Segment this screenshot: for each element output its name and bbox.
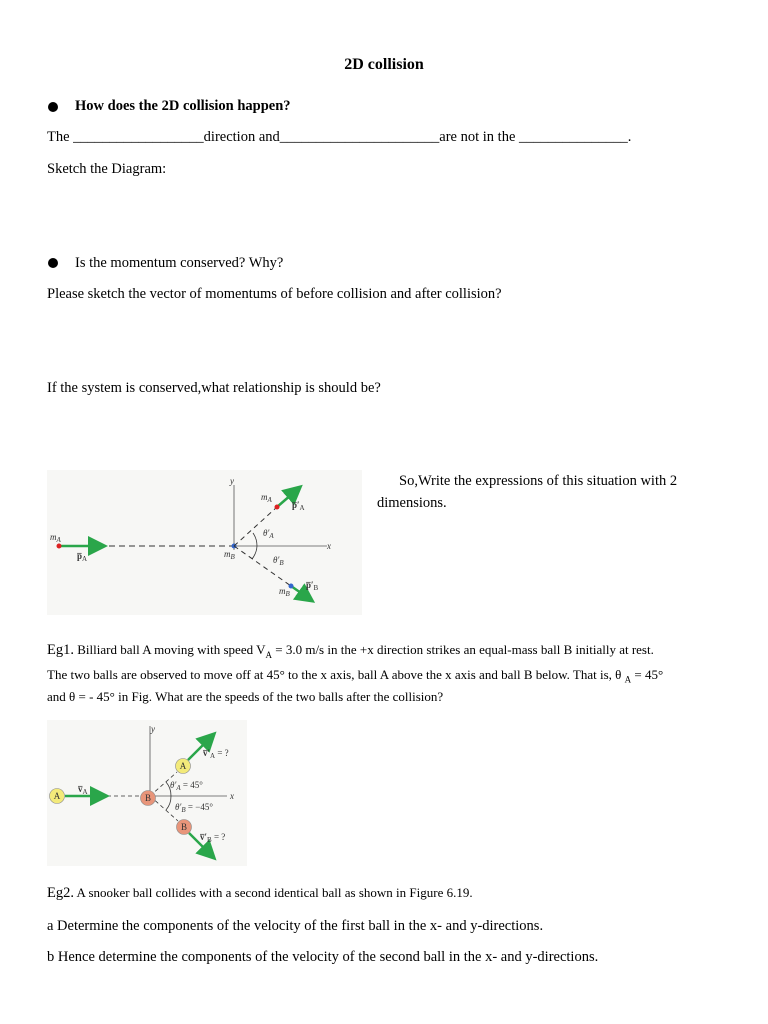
eg1-line-1 (47, 642, 654, 660)
ball-b-after-label: B (180, 822, 188, 832)
m-b-label: $m_B$ (224, 549, 235, 561)
fill-text-1: The (47, 129, 74, 145)
y-label: y (230, 476, 234, 486)
eg1-label: Eg1. (47, 642, 74, 658)
bullet-2 (48, 258, 58, 268)
sketch-prompt: Sketch the Diagram: (47, 161, 167, 177)
m-a-label: $m_A$ (50, 532, 61, 544)
bullet-1 (48, 102, 58, 112)
page-title: 2D collision (344, 56, 424, 73)
theta-a-label: $\theta'_A$ (263, 528, 274, 540)
question-3: If the system is conserved,what relationship is should be? (47, 380, 381, 396)
p-a-after-label: $p̅'_A$ (292, 500, 305, 512)
eg2-part-a: a Determine the components of the velocity of the first ball in the x- and y-directions. (47, 918, 544, 934)
side-text-line-2: dimensions. (377, 495, 447, 511)
theta-a-label: $\theta'_A = 45^\circ$ (170, 780, 203, 792)
ball-b-before-label: B (144, 793, 152, 803)
eg1-text-1: Billiard ball A moving with speed V (73, 642, 266, 657)
y-label: y (151, 724, 155, 734)
eg2-part-b: b Hence determine the components of the velocity of the second ball in the x- and y-directions. (47, 949, 599, 965)
collision-diagram-1 (47, 470, 362, 615)
eg1-text-2: The two balls are observed to move off at 45° to the x axis, ball A above the x axis and ball B below. That is, θ (47, 667, 625, 682)
m-a-after-label: $m_A$ (261, 492, 272, 504)
x-label: x (230, 791, 234, 801)
eg2-text: A snooker ball collides with a second identical ball as shown in Figure 6.19. (73, 885, 473, 900)
ball-a-before-label: A (53, 791, 61, 801)
blank-2: ______________________ (279, 129, 440, 145)
collision-diagram-2 (47, 720, 247, 866)
fill-in-line (47, 129, 631, 146)
blank-3: _______________ (519, 129, 628, 145)
blank-1: __________________ (73, 129, 204, 145)
eg1-sub-1: A (265, 649, 272, 660)
eg1-line-3: and θ = - 45° in Fig. What are the speeds of the two balls after the collision? (47, 689, 444, 704)
eg2-line (47, 885, 473, 902)
p-b-after-label: $p̅'_B$ (306, 580, 319, 592)
theta-b-label: $\theta'_B$ (273, 555, 284, 567)
side-text-line-1: So,Write the expressions of this situation with 2 (399, 473, 678, 489)
question-2: Is the momentum conserved? Why? (75, 255, 284, 271)
eg1-line-2 (47, 667, 663, 685)
eg2-label: Eg2. (47, 885, 74, 901)
v-a-after-label: $v̅'_A$ = ? (203, 748, 229, 760)
p-a-label: $p̅_A$ (77, 551, 88, 563)
fill-text-3: are not in the (439, 129, 520, 145)
ball-a-after-label: A (179, 761, 187, 771)
m-b-after-label: $m_B$ (279, 586, 290, 598)
v-a-label: $v̅_A$ (78, 784, 88, 796)
question-1: How does the 2D collision happen? (75, 98, 291, 114)
ball-a-dot (57, 544, 62, 549)
fill-text-2: direction and (203, 129, 280, 145)
theta-b-label: $\theta'_B = -45^\circ$ (175, 802, 213, 814)
fill-text-4: . (627, 129, 632, 145)
eg1-sub-2: A (624, 674, 632, 685)
question-2b: Please sketch the vector of momentums of before collision and after collision? (47, 286, 502, 302)
x-label: x (327, 541, 331, 551)
eg1-text-1-end: = 3.0 m/s in the +x direction strikes an equal-mass ball B initially at rest. (272, 642, 654, 657)
v-b-after-label: $v̅'_B$ = ? (200, 832, 226, 844)
eg1-text-2-end: = 45° (631, 667, 664, 682)
